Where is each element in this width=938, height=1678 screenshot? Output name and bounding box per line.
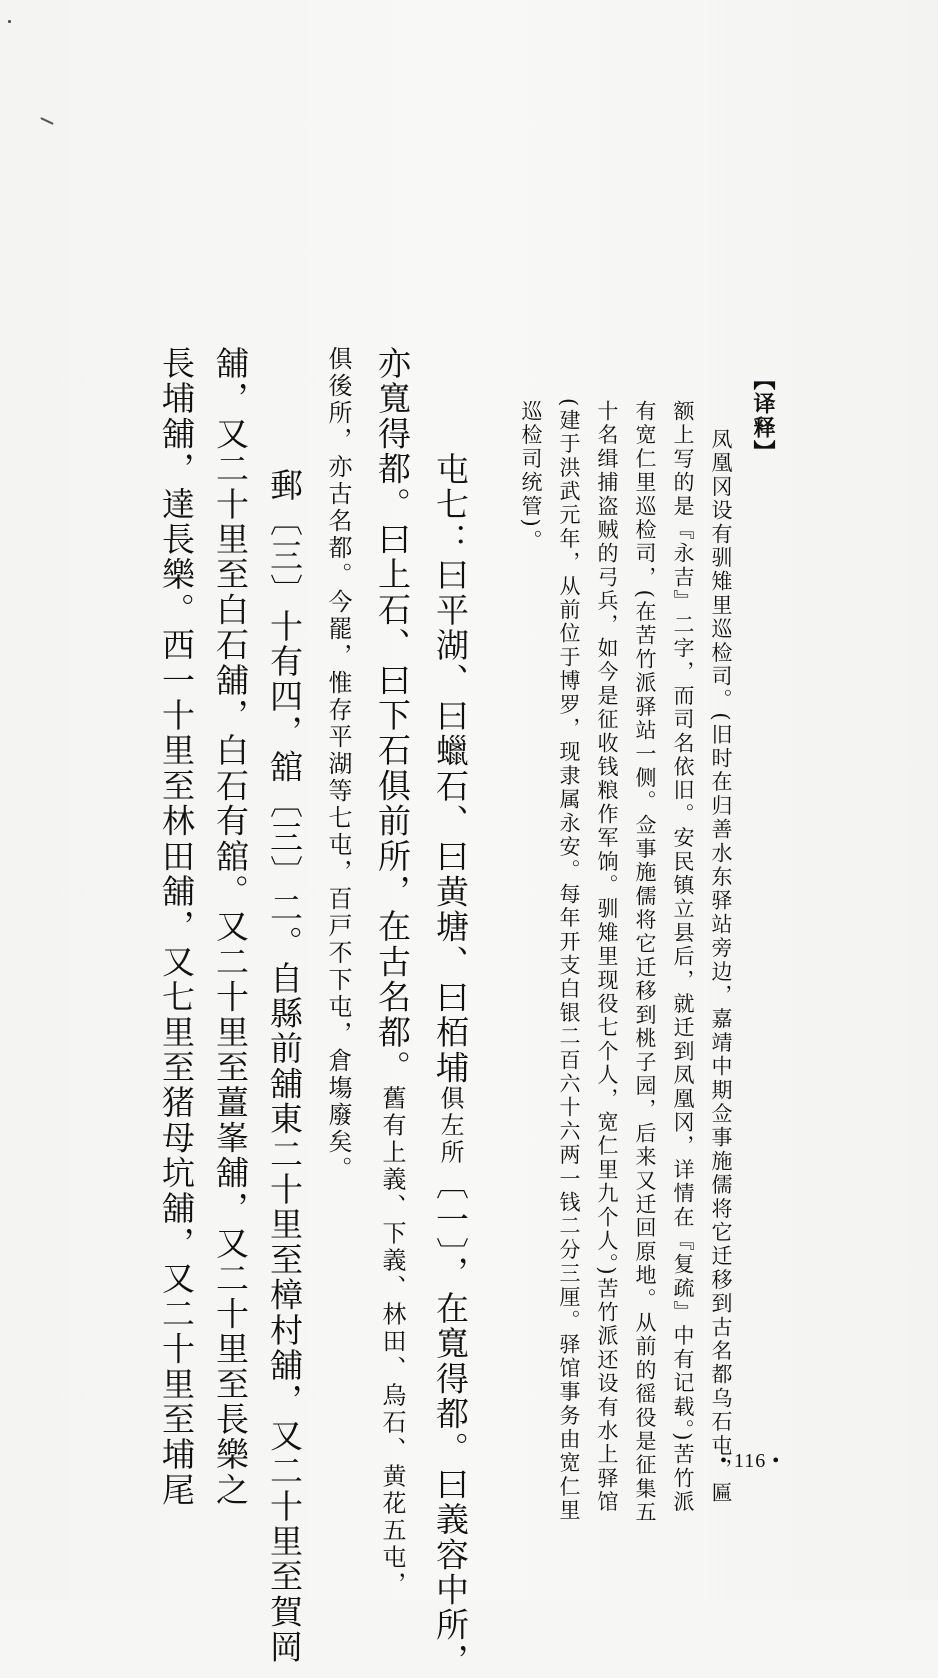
main-text-column-6: 長埔舖，達長樂。西一十里至林田舖，又七里至猪母坑舖，又二十里至埔尾 <box>157 346 196 1508</box>
page-number: • 116 • <box>720 1450 781 1472</box>
main-text-column-4: 郵〔三〕十有四，舘〔三〕二。自縣前舖東二十里至樟村舖，又二十里至賀岡 <box>265 468 304 1665</box>
main-text-segment: 〔一〕，在寬得都。曰義容中所， <box>431 1166 470 1678</box>
translation-line-6: 巡检司统管)。 <box>519 400 543 554</box>
main-text-column-1 <box>431 452 470 1678</box>
annotation-small: 俱左所 <box>436 1085 464 1167</box>
translation-line-3: 有宽仁里巡检司，(在苦竹派驿站一侧。佥事施儒将它迁移到桃子园，后来又迁回原地。从前的徭役是征集五 <box>633 400 657 1525</box>
main-text-column-3: 俱後所，亦古名都。今罷，惟存平湖等七屯，百戸不下屯，倉塲廢矣。 <box>324 346 352 1183</box>
main-text-column-5: 舖，又二十里至白石舖，白石有舘。又二十里至薑峯舖，又二十里至長樂之 <box>211 346 250 1508</box>
scan-speck <box>8 20 11 23</box>
section-heading: 【译释】 <box>750 368 776 464</box>
main-text-segment: 屯七：曰平湖、曰蠟石、曰黄塘、曰栢埔 <box>431 452 470 1086</box>
main-text-column-2 <box>373 346 412 1599</box>
annotation-small: 舊有上義、下義、林田、烏石、黄花五屯， <box>378 1085 406 1599</box>
translation-line-4: 十名缉捕盗贼的弓兵，如今是征收钱粮作军饷。驯雉里现役七个人，宽仁里九个人。)苦竹派还设有水上驿馆 <box>595 400 619 1515</box>
translation-line-2: 额上写的是『永吉』二字，而司名依旧。安民镇立县后，就迁到凤凰冈，详情在『复疏』中有记载。)苦竹派 <box>671 400 695 1515</box>
translation-line-5: (建于洪武元年，从前位于博罗，现隶属永安。每年开支白银二百六十六两一钱二分三厘。驿馆事务由宽仁里 <box>557 398 581 1523</box>
scan-speck <box>40 117 54 125</box>
main-text-segment: 亦寬得都。曰上石、曰下石俱前所，在古名都。 <box>373 346 412 1086</box>
translation-line-1: 凤凰冈设有驯雉里巡检司。(旧时在归善水东驿站旁边，嘉靖中期佥事施儒将它迁移到古名都乌石屯，匾 <box>709 428 733 1506</box>
